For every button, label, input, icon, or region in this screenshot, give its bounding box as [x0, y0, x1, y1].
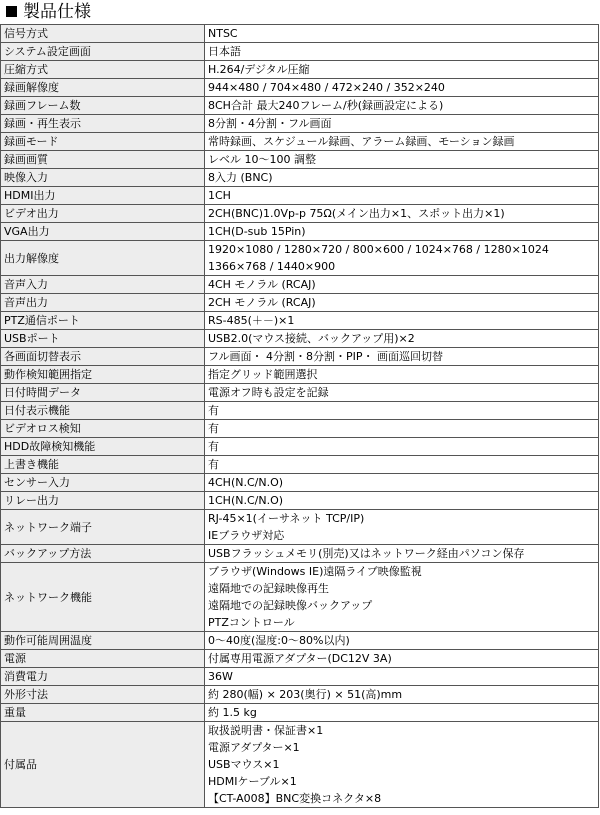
spec-value [205, 169, 599, 187]
spec-value-line: ブラウザ(Windows IE)遠隔ライブ映像監視 [208, 565, 422, 578]
spec-value [205, 79, 599, 97]
spec-value [205, 474, 599, 492]
spec-label: 音声入力 [1, 276, 205, 294]
spec-row [1, 294, 599, 312]
spec-label: PTZ通信ポート [1, 312, 205, 330]
spec-value [205, 384, 599, 402]
spec-value-line: 0～40度(湿度:0～80%以内) [208, 634, 350, 647]
spec-value [205, 330, 599, 348]
spec-value-line: 4CH モノラル (RCAJ) [208, 278, 316, 291]
spec-value-line: 指定グリッド範囲選択 [208, 368, 318, 381]
spec-value-line: 有 [208, 404, 219, 417]
spec-row [1, 384, 599, 402]
spec-label: 録画フレーム数 [1, 97, 205, 115]
spec-value [205, 61, 599, 79]
spec-row [1, 133, 599, 151]
spec-row [1, 545, 599, 563]
spec-label: 上書き機能 [1, 456, 205, 474]
spec-row [1, 563, 599, 632]
spec-value [205, 438, 599, 456]
spec-value-line: 約 280(幅) × 203(奥行) × 51(高)mm [208, 688, 403, 701]
spec-row [1, 668, 599, 686]
spec-value-line: RS-485(＋－)×1 [208, 314, 295, 327]
spec-row [1, 241, 599, 276]
spec-label: ネットワーク端子 [1, 510, 205, 545]
spec-row [1, 115, 599, 133]
spec-value [205, 545, 599, 563]
spec-value-line: レベル 10～100 調整 [208, 153, 316, 166]
spec-value-line: 2CH モノラル (RCAJ) [208, 296, 316, 309]
spec-label: 動作検知範囲指定 [1, 366, 205, 384]
spec-value-line: 【CT-A008】BNC変換コネクタ×8 [208, 792, 382, 805]
spec-value [205, 348, 599, 366]
spec-row [1, 151, 599, 169]
spec-value [205, 97, 599, 115]
spec-value [205, 563, 599, 632]
spec-value [205, 312, 599, 330]
spec-value-line: 常時録画、スケジュール録画、アラーム録画、モーション録画 [208, 135, 515, 148]
spec-row [1, 25, 599, 43]
spec-label: 日付時間データ [1, 384, 205, 402]
spec-value-line: 付属専用電源アダプター(DC12V 3A) [208, 652, 392, 665]
spec-value-line: 1920×1080 / 1280×720 / 800×600 / 1024×768 / 1280×1024 [208, 243, 549, 256]
spec-value [205, 510, 599, 545]
spec-label: バックアップ方法 [1, 545, 205, 563]
spec-value [205, 456, 599, 474]
spec-row [1, 456, 599, 474]
spec-row [1, 43, 599, 61]
spec-value-line: USBフラッシュメモリ(別売)又はネットワーク経由パソコン保存 [208, 547, 525, 560]
spec-value-line: NTSC [208, 27, 238, 40]
spec-label: ネットワーク機能 [1, 563, 205, 632]
spec-row [1, 187, 599, 205]
spec-value [205, 205, 599, 223]
spec-value [205, 632, 599, 650]
spec-value-line: 8分割・4分割・フル画面 [208, 117, 332, 130]
spec-row [1, 650, 599, 668]
spec-value-line: 電源オフ時も設定を記録 [208, 386, 329, 399]
spec-label: USBポート [1, 330, 205, 348]
spec-label: 圧縮方式 [1, 61, 205, 79]
spec-value [205, 722, 599, 808]
spec-value-line: 遠隔地での記録映像バックアップ [208, 599, 373, 612]
spec-label: 映像入力 [1, 169, 205, 187]
spec-label: ビデオ出力 [1, 205, 205, 223]
spec-value-line: 4CH(N.C/N.O) [208, 476, 284, 489]
spec-value-line: 1CH(D-sub 15Pin) [208, 225, 306, 238]
spec-row [1, 169, 599, 187]
spec-value-line: 8入力 (BNC) [208, 171, 273, 184]
spec-value-line: 有 [208, 422, 219, 435]
spec-row [1, 223, 599, 241]
spec-value-line: 2CH(BNC)1.0Vp-p 75Ω(メイン出力×1、スポット出力×1) [208, 207, 505, 220]
spec-row [1, 276, 599, 294]
spec-value-line: 遠隔地での記録映像再生 [208, 582, 329, 595]
spec-value [205, 223, 599, 241]
spec-value-line: 有 [208, 440, 219, 453]
spec-label: 付属品 [1, 722, 205, 808]
spec-value-line: PTZコントロール [208, 616, 295, 629]
spec-value-line: 1CH(N.C/N.O) [208, 494, 284, 507]
spec-value-line: 電源アダプター×1 [208, 741, 300, 754]
spec-value-line: 36W [208, 670, 233, 683]
spec-row [1, 330, 599, 348]
spec-label: 動作可能周囲温度 [1, 632, 205, 650]
spec-label: 日付表示機能 [1, 402, 205, 420]
spec-row [1, 438, 599, 456]
spec-row [1, 205, 599, 223]
spec-table [0, 24, 599, 808]
page-title [0, 0, 600, 24]
spec-value-line: RJ-45×1(イーサネット TCP/IP) [208, 512, 365, 525]
spec-value [205, 492, 599, 510]
spec-value [205, 133, 599, 151]
spec-value-line: 1CH [208, 189, 231, 202]
spec-label: 電源 [1, 650, 205, 668]
spec-label: HDMI出力 [1, 187, 205, 205]
spec-value [205, 187, 599, 205]
spec-value [205, 276, 599, 294]
spec-value-line: 有 [208, 458, 219, 471]
spec-value-line: USB2.0(マウス接続、バックアップ用)×2 [208, 332, 415, 345]
spec-value [205, 294, 599, 312]
spec-value [205, 704, 599, 722]
spec-label: 録画モード [1, 133, 205, 151]
spec-value-line: 8CH合計 最大240フレーム/秒(録画設定による) [208, 99, 444, 112]
spec-row [1, 420, 599, 438]
spec-row [1, 79, 599, 97]
spec-row [1, 474, 599, 492]
spec-value [205, 151, 599, 169]
spec-row [1, 722, 599, 808]
spec-label: 消費電力 [1, 668, 205, 686]
spec-row [1, 632, 599, 650]
spec-value [205, 25, 599, 43]
spec-value [205, 366, 599, 384]
spec-label: センサー入力 [1, 474, 205, 492]
spec-label: 録画・再生表示 [1, 115, 205, 133]
spec-value [205, 420, 599, 438]
spec-label: ビデオロス検知 [1, 420, 205, 438]
spec-value-line: 944×480 / 704×480 / 472×240 / 352×240 [208, 81, 445, 94]
spec-value-line: USBマウス×1 [208, 758, 280, 771]
spec-table-body [1, 25, 599, 808]
spec-row [1, 510, 599, 545]
spec-value-line: 約 1.5 kg [208, 706, 257, 719]
square-bullet-icon [6, 6, 17, 17]
spec-row [1, 492, 599, 510]
spec-label: HDD故障検知機能 [1, 438, 205, 456]
spec-value [205, 668, 599, 686]
spec-value-line: H.264/デジタル圧縮 [208, 63, 310, 76]
spec-label: 音声出力 [1, 294, 205, 312]
spec-label: リレー出力 [1, 492, 205, 510]
spec-value-line: 日本語 [208, 45, 241, 58]
spec-label: 外形寸法 [1, 686, 205, 704]
spec-value [205, 43, 599, 61]
spec-value [205, 241, 599, 276]
spec-value-line: IEブラウザ対応 [208, 529, 285, 542]
spec-row [1, 61, 599, 79]
spec-value-line: フル画面・ 4分割・8分割・PIP・ 画面巡回切替 [208, 350, 444, 363]
spec-label: システム設定画面 [1, 43, 205, 61]
spec-row [1, 686, 599, 704]
spec-value [205, 686, 599, 704]
spec-value [205, 115, 599, 133]
spec-label: 信号方式 [1, 25, 205, 43]
spec-label: 録画画質 [1, 151, 205, 169]
spec-row [1, 97, 599, 115]
page-title-text: 製品仕様 [23, 2, 91, 22]
spec-row [1, 348, 599, 366]
spec-row [1, 402, 599, 420]
spec-value [205, 650, 599, 668]
spec-label: 録画解像度 [1, 79, 205, 97]
spec-value-line: 取扱説明書・保証書×1 [208, 724, 324, 737]
spec-row [1, 704, 599, 722]
spec-label: 重量 [1, 704, 205, 722]
spec-label: 出力解像度 [1, 241, 205, 276]
spec-row [1, 312, 599, 330]
spec-row [1, 366, 599, 384]
spec-label: 各画面切替表示 [1, 348, 205, 366]
spec-value-line: 1366×768 / 1440×900 [208, 260, 336, 273]
spec-value-line: HDMIケーブル×1 [208, 775, 297, 788]
spec-label: VGA出力 [1, 223, 205, 241]
spec-value [205, 402, 599, 420]
